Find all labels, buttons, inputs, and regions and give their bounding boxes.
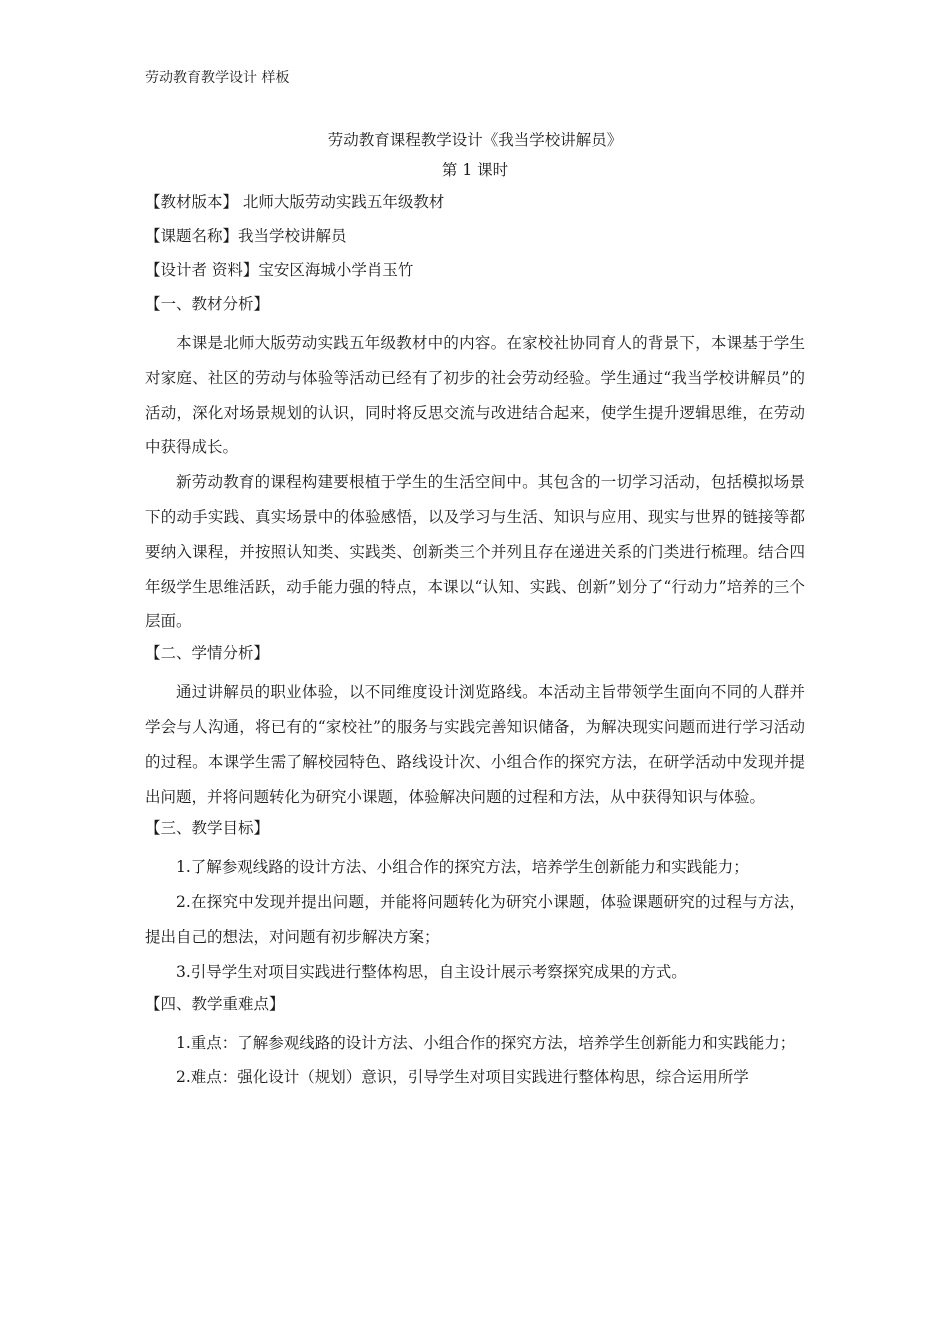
document-title: 劳动教育课程教学设计《我当学校讲解员》 [327, 131, 623, 149]
meta-designer: 【设计者 资料】宝安区海城小学肖玉竹 [145, 261, 414, 279]
meta-textbook: 【教材版本】 北师大版劳动实践五年级教材 [145, 193, 445, 211]
paragraph: 通过讲解员的职业体验，以不同维度设计浏览路线。本活动主旨带领学生面向不同的人群并学会与人沟通，将已有的“家校社”的服务与实践完善知识储备，为解决现实问题而进行学习活动的过程。本课学生需了解校园特色、路线设计次、小组合作的探究方法，在研学活动中发现并提出问题，并将问题转化为研究小课题，体验解决问题的过程和方法，从中获得知识与体验。 [145, 683, 805, 806]
meta-topic: 【课题名称】我当学校讲解员 [145, 227, 347, 245]
goal-item: 2.在探究中发现并提出问题，并能将问题转化为研究小课题，体验课题研究的过程与方法，提出自己的想法，对问题有初步解决方案； [145, 893, 805, 946]
section-heading-textbook-analysis: 【一、教材分析】 [145, 295, 270, 313]
goal-item: 1.了解参观线路的设计方法、小组合作的探究方法，培养学生创新能力和实践能力； [176, 858, 749, 877]
document-body [145, 128, 805, 1095]
section-heading-student-analysis: 【二、学情分析】 [145, 644, 270, 663]
key-point-item: 2.难点：强化设计（规划）意识，引导学生对项目实践进行整体构思，综合运用所学 [176, 1068, 749, 1087]
paragraph: 本课是北师大版劳动实践五年级教材中的内容。在家校社协同育人的背景下，本课基于学生对家庭、社区的劳动与体验等活动已经有了初步的社会劳动经验。学生通过“我当学校讲解员”的活动，深化对场景规划的认识，同时将反思交流与改进结合起来，使学生提升逻辑思维，在劳动中获得成长。 [145, 334, 805, 457]
section-heading-key-points: 【四、教学重难点】 [145, 994, 285, 1013]
section-heading-teaching-goals: 【三、教学目标】 [145, 819, 270, 838]
lesson-number: 第 1 课时 [441, 161, 509, 179]
key-point-item: 1.重点：了解参观线路的设计方法、小组合作的探究方法，培养学生创新能力和实践能力； [176, 1033, 796, 1052]
goal-item: 3.引导学生对项目实践进行整体构思，自主设计展示考察探究成果的方式。 [176, 962, 687, 981]
paragraph: 新劳动教育的课程构建要根植于学生的生活空间中。其包含的一切学习活动，包括模拟场景下的动手实践、真实场景中的体验感悟，以及学习与生活、知识与应用、现实与世界的链接等都要纳入课程，并按照认知类、实践类、创新类三个并列且存在递进关系的门类进行梳理。结合四年级学生思维活跃，动手能力强的特点，本课以“认知、实践、创新”划分了“行动力”培养的三个层面。 [145, 473, 805, 631]
header-note: 劳动教育教学设计 样板 [145, 70, 290, 86]
